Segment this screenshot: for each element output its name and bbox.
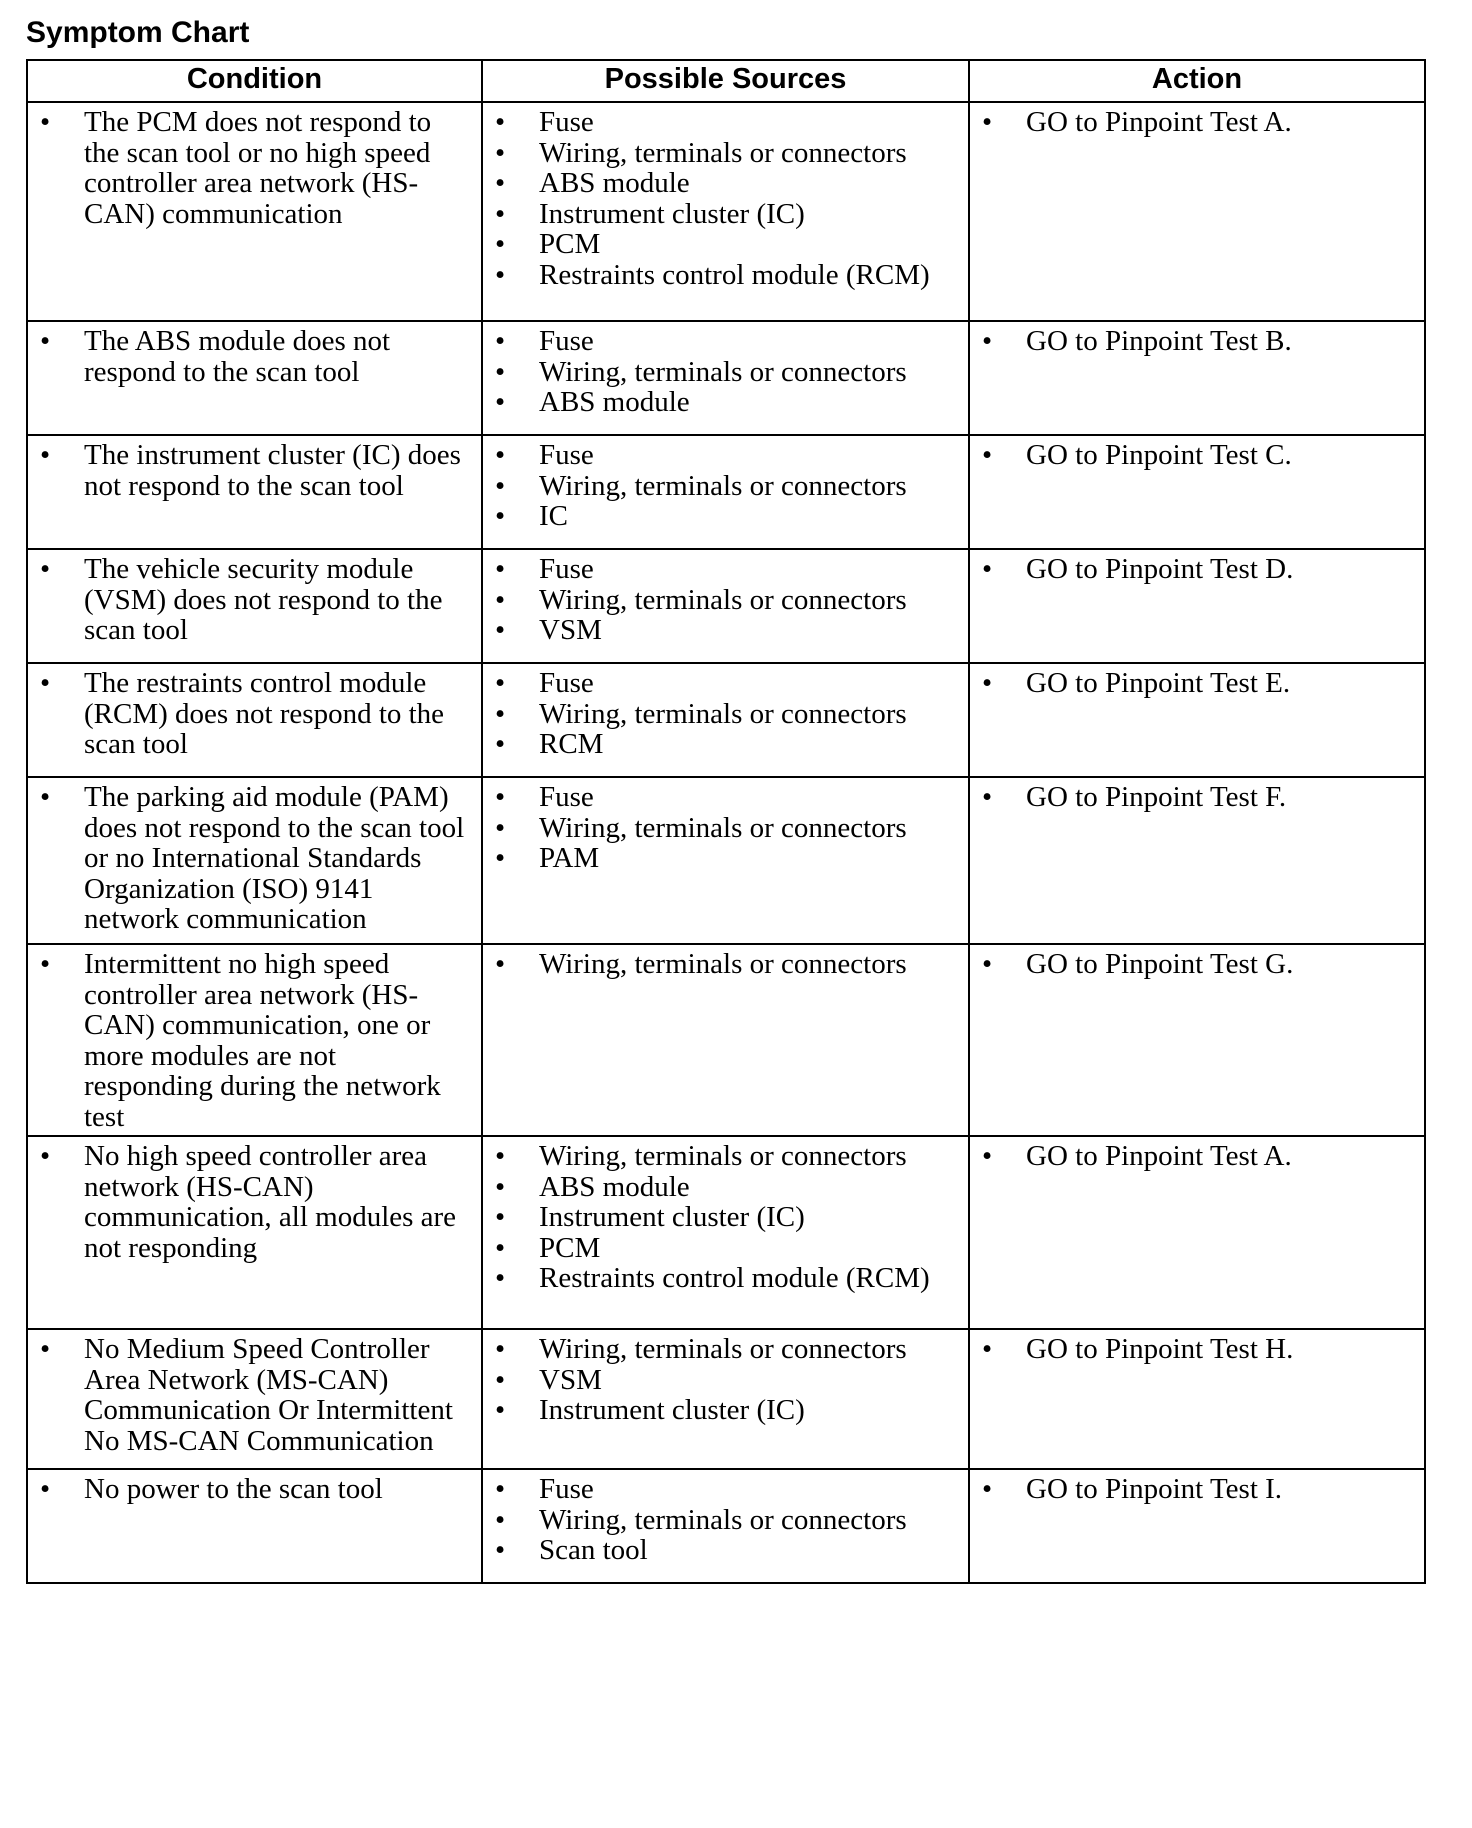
possible-sources-list bbox=[493, 1474, 958, 1566]
possible-sources-cell bbox=[482, 1329, 969, 1469]
action-list bbox=[980, 1334, 1414, 1365]
source-text: • Fuse bbox=[539, 553, 594, 585]
possible-sources-list bbox=[493, 949, 958, 980]
source-item bbox=[493, 1505, 958, 1536]
source-item bbox=[493, 1334, 958, 1365]
source-item bbox=[493, 1141, 958, 1172]
possible-sources-list bbox=[493, 107, 958, 290]
condition-cell bbox=[27, 321, 482, 435]
condition-cell bbox=[27, 663, 482, 777]
condition-text: • No Medium Speed Controller Area Network (MS-CAN) Communication Or Intermittent No MS-CAN Communication bbox=[84, 1333, 453, 1457]
action-text: • GO to Pinpoint Test C. bbox=[1026, 439, 1292, 471]
source-item bbox=[493, 782, 958, 813]
source-item bbox=[493, 1202, 958, 1233]
source-item bbox=[493, 699, 958, 730]
source-text: • Wiring, terminals or connectors bbox=[539, 469, 907, 502]
source-text: • Wiring, terminals or connectors bbox=[539, 948, 907, 980]
action-cell bbox=[969, 777, 1425, 944]
possible-sources-cell bbox=[482, 663, 969, 777]
source-item bbox=[493, 260, 958, 291]
action-cell bbox=[969, 102, 1425, 321]
column-header-possible-sources: Possible Sources bbox=[482, 60, 969, 102]
condition-item bbox=[38, 1141, 471, 1263]
possible-sources-cell bbox=[482, 435, 969, 549]
action-list bbox=[980, 1141, 1414, 1172]
action-item bbox=[980, 440, 1414, 471]
source-text: • Instrument cluster (IC) bbox=[539, 1201, 805, 1233]
source-text: • IC bbox=[539, 500, 568, 532]
source-item bbox=[493, 1395, 958, 1426]
table-row bbox=[27, 777, 1425, 944]
action-list bbox=[980, 1474, 1414, 1505]
column-header-action: Action bbox=[969, 60, 1425, 102]
symptom-chart-table bbox=[26, 59, 1426, 1584]
source-item bbox=[493, 387, 958, 418]
action-list bbox=[980, 554, 1414, 585]
source-item bbox=[493, 554, 958, 585]
source-item bbox=[493, 440, 958, 471]
action-list bbox=[980, 326, 1414, 357]
possible-sources-list bbox=[493, 440, 958, 532]
action-item bbox=[980, 1334, 1414, 1365]
source-item bbox=[493, 1263, 958, 1294]
action-text: • GO to Pinpoint Test G. bbox=[1026, 948, 1294, 980]
source-text: • ABS module bbox=[539, 386, 690, 418]
condition-cell bbox=[27, 1136, 482, 1329]
page-title: Symptom Chart bbox=[26, 16, 250, 49]
source-item bbox=[493, 585, 958, 616]
table-row bbox=[27, 321, 1425, 435]
condition-cell bbox=[27, 777, 482, 944]
source-text: • Fuse bbox=[539, 439, 594, 471]
condition-cell bbox=[27, 1469, 482, 1583]
condition-item bbox=[38, 554, 471, 646]
condition-item bbox=[38, 107, 471, 229]
source-text: • Wiring, terminals or connectors bbox=[539, 136, 907, 169]
condition-list bbox=[38, 1474, 471, 1505]
action-list bbox=[980, 782, 1414, 813]
source-item bbox=[493, 471, 958, 502]
source-item bbox=[493, 501, 958, 532]
source-item bbox=[493, 107, 958, 138]
action-cell bbox=[969, 1329, 1425, 1469]
possible-sources-list bbox=[493, 782, 958, 874]
source-item bbox=[493, 668, 958, 699]
source-text: • PCM bbox=[539, 1231, 601, 1264]
action-list bbox=[980, 949, 1414, 980]
action-item bbox=[980, 554, 1414, 585]
action-text: • GO to Pinpoint Test F. bbox=[1026, 781, 1287, 813]
action-list bbox=[980, 107, 1414, 138]
condition-text: • The instrument cluster (IC) does not respond to the scan tool bbox=[84, 439, 461, 502]
action-cell bbox=[969, 944, 1425, 1136]
condition-list bbox=[38, 782, 471, 935]
source-text: • Scan tool bbox=[539, 1534, 648, 1566]
action-text: • GO to Pinpoint Test H. bbox=[1026, 1333, 1294, 1365]
source-text: • Wiring, terminals or connectors bbox=[539, 1333, 907, 1365]
condition-item bbox=[38, 668, 471, 760]
table-row bbox=[27, 1469, 1425, 1583]
condition-item bbox=[38, 440, 471, 501]
source-text: • Fuse bbox=[539, 667, 594, 699]
condition-list bbox=[38, 949, 471, 1132]
source-text: • Fuse bbox=[539, 781, 594, 813]
action-cell bbox=[969, 1136, 1425, 1329]
action-text: • GO to Pinpoint Test I. bbox=[1026, 1473, 1283, 1505]
condition-item bbox=[38, 1474, 471, 1505]
condition-text: • Intermittent no high speed controller area network (HS-CAN) communication, one or more modules are not responding during the network test bbox=[84, 948, 441, 1133]
table-row bbox=[27, 1136, 1425, 1329]
source-text: • Fuse bbox=[539, 1473, 594, 1505]
action-cell bbox=[969, 435, 1425, 549]
condition-list bbox=[38, 440, 471, 501]
table-row bbox=[27, 1329, 1425, 1469]
source-text: • Fuse bbox=[539, 325, 594, 357]
condition-text: • The ABS module does not respond to the scan tool bbox=[84, 325, 391, 388]
condition-list bbox=[38, 668, 471, 760]
action-text: • GO to Pinpoint Test D. bbox=[1026, 553, 1294, 585]
source-text: • Fuse bbox=[539, 106, 594, 138]
source-item bbox=[493, 1365, 958, 1396]
possible-sources-list bbox=[493, 326, 958, 418]
action-text: • GO to Pinpoint Test A. bbox=[1026, 106, 1292, 138]
condition-cell bbox=[27, 435, 482, 549]
table-row bbox=[27, 435, 1425, 549]
source-text: • Instrument cluster (IC) bbox=[539, 1394, 805, 1426]
possible-sources-cell bbox=[482, 944, 969, 1136]
action-item bbox=[980, 1474, 1414, 1505]
source-text: • VSM bbox=[539, 1363, 602, 1396]
possible-sources-list bbox=[493, 1334, 958, 1426]
condition-item bbox=[38, 1334, 471, 1456]
source-text: • ABS module bbox=[539, 1170, 690, 1203]
condition-text: • No power to the scan tool bbox=[84, 1473, 383, 1505]
source-item bbox=[493, 326, 958, 357]
action-item bbox=[980, 949, 1414, 980]
source-item bbox=[493, 1474, 958, 1505]
possible-sources-cell bbox=[482, 321, 969, 435]
source-item bbox=[493, 1233, 958, 1264]
condition-list bbox=[38, 1141, 471, 1263]
source-item bbox=[493, 949, 958, 980]
source-text: • VSM bbox=[539, 614, 602, 646]
condition-list bbox=[38, 1334, 471, 1456]
condition-cell bbox=[27, 102, 482, 321]
possible-sources-list bbox=[493, 1141, 958, 1294]
possible-sources-cell bbox=[482, 1469, 969, 1583]
source-text: • Instrument cluster (IC) bbox=[539, 197, 805, 230]
possible-sources-cell bbox=[482, 1136, 969, 1329]
condition-item bbox=[38, 949, 471, 1132]
condition-text: • The parking aid module (PAM) does not respond to the scan tool or no International Standards Organization (ISO) 9141 network communication bbox=[84, 781, 465, 935]
action-cell bbox=[969, 549, 1425, 663]
source-text: • Wiring, terminals or connectors bbox=[539, 583, 907, 616]
source-item bbox=[493, 615, 958, 646]
action-cell bbox=[969, 663, 1425, 777]
source-text: • ABS module bbox=[539, 167, 690, 199]
source-text: • Wiring, terminals or connectors bbox=[539, 355, 907, 388]
condition-cell bbox=[27, 1329, 482, 1469]
possible-sources-list bbox=[493, 554, 958, 646]
source-text: • Wiring, terminals or connectors bbox=[539, 1503, 907, 1536]
source-item bbox=[493, 813, 958, 844]
column-header-condition: Condition bbox=[27, 60, 482, 102]
source-item bbox=[493, 229, 958, 260]
action-cell bbox=[969, 321, 1425, 435]
condition-list bbox=[38, 326, 471, 387]
action-list bbox=[980, 668, 1414, 699]
action-cell bbox=[969, 1469, 1425, 1583]
table-body bbox=[27, 102, 1425, 1583]
source-item bbox=[493, 1535, 958, 1566]
condition-item bbox=[38, 326, 471, 387]
source-item bbox=[493, 199, 958, 230]
action-item bbox=[980, 107, 1414, 138]
source-item bbox=[493, 168, 958, 199]
table-row bbox=[27, 102, 1425, 321]
action-text: • GO to Pinpoint Test A. bbox=[1026, 1140, 1292, 1172]
condition-text: • The vehicle security module (VSM) does not respond to the scan tool bbox=[84, 553, 443, 646]
condition-cell bbox=[27, 549, 482, 663]
condition-text: • The PCM does not respond to the scan tool or no high speed controller area network (HS-CAN) communication bbox=[84, 106, 432, 230]
source-text: • PAM bbox=[539, 842, 600, 874]
action-item bbox=[980, 782, 1414, 813]
possible-sources-list bbox=[493, 668, 958, 760]
condition-text: • The restraints control module (RCM) does not respond to the scan tool bbox=[84, 667, 445, 760]
source-text: • PCM bbox=[539, 228, 601, 260]
source-item bbox=[493, 357, 958, 388]
table-row bbox=[27, 944, 1425, 1136]
source-text: • Restraints control module (RCM) bbox=[539, 258, 930, 291]
condition-list bbox=[38, 107, 471, 229]
action-list bbox=[980, 440, 1414, 471]
table-row bbox=[27, 663, 1425, 777]
condition-text: • No high speed controller area network (HS-CAN) communication, all modules are not responding bbox=[84, 1140, 457, 1264]
source-item bbox=[493, 1172, 958, 1203]
table-row bbox=[27, 549, 1425, 663]
possible-sources-cell bbox=[482, 777, 969, 944]
condition-cell bbox=[27, 944, 482, 1136]
table-header-row bbox=[27, 60, 1425, 102]
condition-list bbox=[38, 554, 471, 646]
source-text: • Wiring, terminals or connectors bbox=[539, 1140, 907, 1172]
source-item bbox=[493, 729, 958, 760]
source-text: • Restraints control module (RCM) bbox=[539, 1262, 930, 1294]
source-item bbox=[493, 843, 958, 874]
source-text: • Wiring, terminals or connectors bbox=[539, 811, 907, 844]
condition-item bbox=[38, 782, 471, 935]
document-page bbox=[26, 14, 1424, 1584]
action-text: • GO to Pinpoint Test B. bbox=[1026, 325, 1292, 357]
action-item bbox=[980, 1141, 1414, 1172]
possible-sources-cell bbox=[482, 102, 969, 321]
possible-sources-cell bbox=[482, 549, 969, 663]
action-item bbox=[980, 326, 1414, 357]
action-item bbox=[980, 668, 1414, 699]
source-text: • RCM bbox=[539, 728, 604, 760]
action-text: • GO to Pinpoint Test E. bbox=[1026, 667, 1291, 699]
source-item bbox=[493, 138, 958, 169]
source-text: • Wiring, terminals or connectors bbox=[539, 697, 907, 730]
